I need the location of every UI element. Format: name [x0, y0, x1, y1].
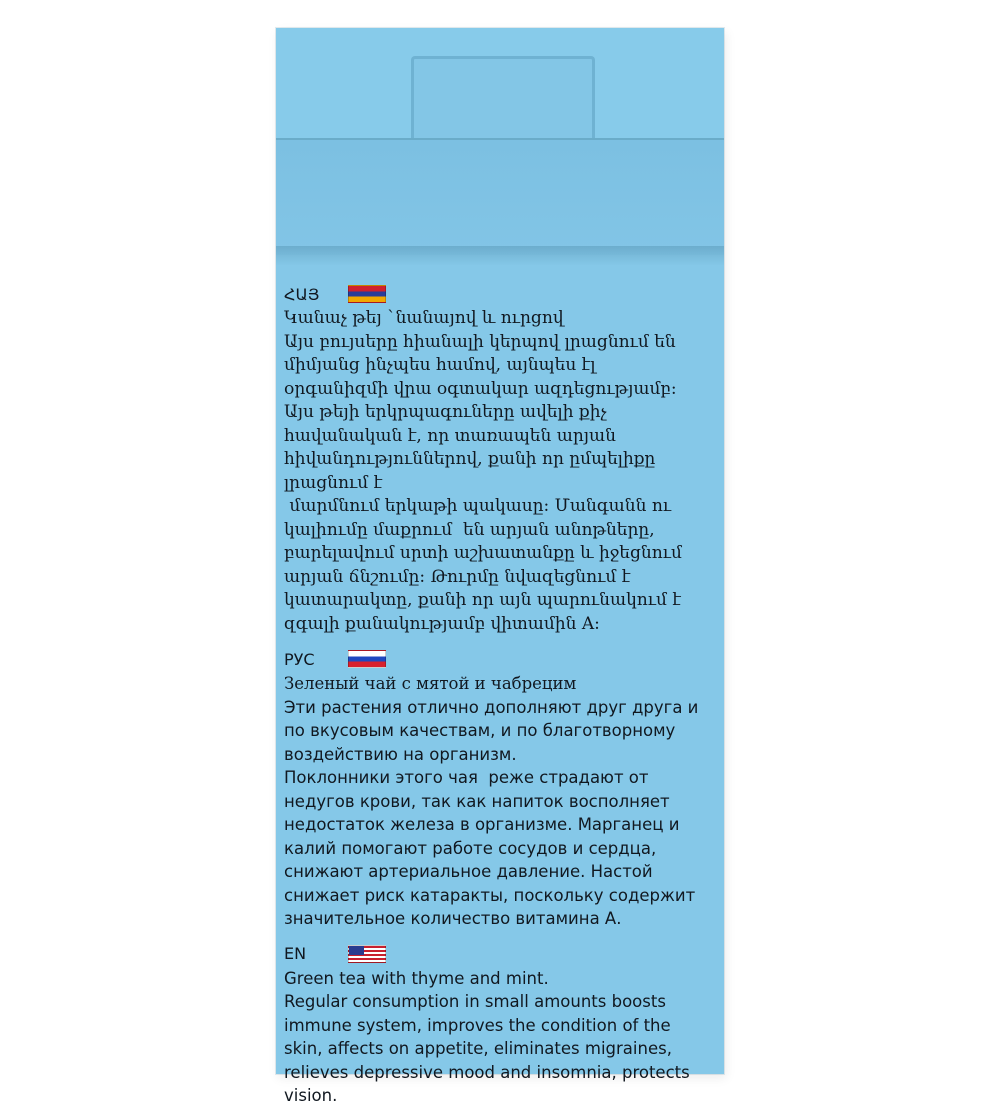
- am-line: զգալի քանակությամբ վիտամին A:: [284, 613, 600, 634]
- ru-line: снижает риск катаракты, поскольку содержит: [284, 885, 696, 905]
- paragraph-ru: [284, 672, 718, 931]
- paragraph-en: [284, 967, 718, 1108]
- am-line: հավանական է, որ տառապեն արյան: [284, 425, 616, 446]
- ru-line: снижают артериальное давление. Настой: [284, 862, 653, 881]
- ru-line: калий помогают работе сосудов и сердца,: [284, 838, 657, 858]
- am-line: միմյանց ինչպես համով, այնպես էլ: [284, 355, 596, 375]
- lang-header-ru: [284, 646, 718, 672]
- ru-line: воздействию на организм.: [284, 744, 517, 764]
- en-line: skin, affects on appetite, eliminates migraines,: [284, 1039, 672, 1058]
- ru-line: значительное количество витамина А.: [284, 909, 622, 928]
- am-line: Այս թեյի երկրպագուները ավելի քիչ: [284, 402, 607, 422]
- am-line: արյան ճնշումը: Թուրմը նվազեցնում է: [284, 566, 631, 587]
- am-line: բարելավում սրտի աշխատանքը և իջեցնում: [284, 543, 682, 563]
- en-line: relieves depressive mood and insomnia, protects: [284, 1062, 690, 1082]
- ru-line: по вкусовым качествам, и по благотворному: [284, 721, 676, 740]
- am-line: կալիումը մաքրում են արյան անոթները,: [284, 519, 655, 540]
- am-line: Կանաչ թեյ `նանայով և ուրցով: [284, 308, 564, 328]
- en-line: Regular consumption in small amounts boosts: [284, 992, 666, 1011]
- am-line: օրգանիզմի վրա օգտակար ազդեցությամբ:: [284, 378, 677, 399]
- am-line: լրացնում է: [284, 472, 383, 493]
- ru-line: недостаток железа в организме. Марганец и: [284, 815, 680, 834]
- usa-flag-icon: [348, 945, 386, 963]
- russia-flag-icon: [348, 650, 386, 668]
- label-text-block: [284, 281, 718, 1108]
- lang-header-am: [284, 281, 718, 307]
- flap-edge-shadow: [276, 246, 724, 266]
- ru-line: Эти растения отлично дополняют друг друга и: [284, 697, 699, 717]
- ru-line: Поклонники этого чая реже страдают от: [284, 768, 649, 787]
- armenia-flag-icon: [348, 285, 386, 303]
- lang-code-am: ՀԱՅ: [284, 284, 320, 304]
- en-line: vision.: [284, 1086, 338, 1105]
- am-line: հիվանդություններով, քանի որ ըմպելիքը: [284, 449, 656, 469]
- package-closing-flap: [276, 140, 724, 255]
- lang-code-en: EN: [284, 944, 307, 963]
- am-line: մարմնում երկաթի պակասը: Մանգանն ու: [284, 496, 672, 516]
- hanging-hole-notch: [411, 56, 595, 141]
- tea-package: [276, 28, 724, 1105]
- ru-line: недугов крови, так как напиток восполняет: [284, 791, 670, 811]
- en-line: Green tea with thyme and mint.: [284, 968, 549, 988]
- lang-code-ru: РУС: [284, 649, 315, 669]
- am-line: Այս բույսերը հիանալի կերպով լրացնում են: [284, 331, 676, 352]
- ru-title-line: Зеленый чай с мятой и чабрецим: [284, 674, 577, 693]
- am-line: կատարակտը, քանի որ այն պարունակում է: [284, 590, 682, 610]
- en-line: immune system, improves the condition of the: [284, 1015, 671, 1035]
- lang-header-en: [284, 941, 718, 967]
- paragraph-am: [284, 307, 718, 636]
